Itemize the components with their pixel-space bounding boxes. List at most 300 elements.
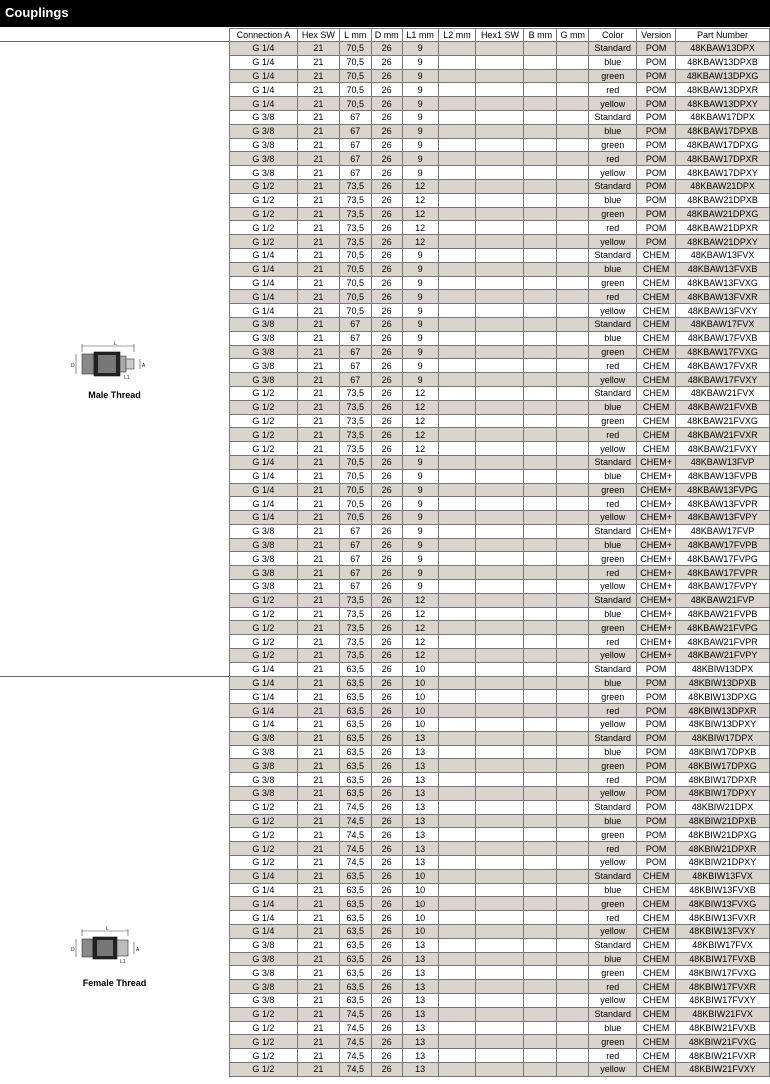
connection-a-cell: G 1/4 xyxy=(230,676,298,690)
g-mm-cell xyxy=(557,869,589,883)
color-cell: red xyxy=(589,566,637,580)
hex-sw-cell: 21 xyxy=(297,552,339,566)
g-mm-cell xyxy=(557,718,589,732)
l1-mm-cell: 12 xyxy=(402,635,438,649)
hex-sw-cell: 21 xyxy=(297,235,339,249)
connection-a-cell: G 1/2 xyxy=(230,1007,298,1021)
part-number-cell: 48KBIW21DPXG xyxy=(676,828,770,842)
connection-a-cell: G 3/8 xyxy=(230,952,298,966)
hex-sw-cell: 21 xyxy=(297,207,339,221)
version-cell: POM xyxy=(637,718,676,732)
connection-a-cell: G 1/4 xyxy=(230,718,298,732)
b-mm-cell xyxy=(524,166,557,180)
table-row xyxy=(230,152,770,166)
page-header xyxy=(0,0,770,27)
table-row xyxy=(230,649,770,663)
color-cell: yellow xyxy=(589,97,637,111)
version-cell: CHEM+ xyxy=(637,469,676,483)
hex1-sw-cell xyxy=(476,511,524,525)
connection-a-cell: G 1/4 xyxy=(230,290,298,304)
l-mm-cell: 70,5 xyxy=(339,455,371,469)
l-mm-cell: 70,5 xyxy=(339,97,371,111)
d-mm-cell: 26 xyxy=(371,193,402,207)
version-cell: POM xyxy=(637,207,676,221)
hex-sw-cell: 21 xyxy=(297,731,339,745)
hex1-sw-cell xyxy=(476,290,524,304)
d-mm-cell: 26 xyxy=(371,925,402,939)
l2-mm-cell xyxy=(438,952,476,966)
b-mm-cell xyxy=(524,1035,557,1049)
d-mm-cell: 26 xyxy=(371,97,402,111)
g-mm-cell xyxy=(557,925,589,939)
part-number-cell: 48KBIW21FVXR xyxy=(676,1049,770,1063)
connection-a-cell: G 3/8 xyxy=(230,938,298,952)
b-mm-cell xyxy=(524,538,557,552)
g-mm-cell xyxy=(557,83,589,97)
table-row xyxy=(230,842,770,856)
g-mm-cell xyxy=(557,897,589,911)
hex-sw-cell: 21 xyxy=(297,828,339,842)
table-row xyxy=(230,193,770,207)
hex-sw-cell: 21 xyxy=(297,911,339,925)
d-mm-cell: 26 xyxy=(371,497,402,511)
g-mm-cell xyxy=(557,69,589,83)
hex-sw-cell: 21 xyxy=(297,1021,339,1035)
d-mm-cell: 26 xyxy=(371,373,402,387)
svg-text:L: L xyxy=(106,926,109,932)
b-mm-cell xyxy=(524,828,557,842)
b-mm-cell xyxy=(524,414,557,428)
l2-mm-cell xyxy=(438,317,476,331)
l-mm-cell: 67 xyxy=(339,552,371,566)
hex-sw-cell: 21 xyxy=(297,993,339,1007)
table-row xyxy=(230,110,770,124)
l1-mm-cell: 10 xyxy=(402,883,438,897)
hex-sw-cell: 21 xyxy=(297,607,339,621)
connection-a-cell: G 1/2 xyxy=(230,842,298,856)
hex1-sw-cell xyxy=(476,138,524,152)
d-mm-cell: 26 xyxy=(371,745,402,759)
b-mm-cell xyxy=(524,1007,557,1021)
color-cell: blue xyxy=(589,814,637,828)
part-number-cell: 48KBIW21DPXY xyxy=(676,856,770,870)
hex-sw-cell: 21 xyxy=(297,400,339,414)
l-mm-cell: 73,5 xyxy=(339,179,371,193)
connection-a-cell: G 1/4 xyxy=(230,276,298,290)
version-cell: POM xyxy=(637,69,676,83)
connection-a-cell: G 1/2 xyxy=(230,1021,298,1035)
l-mm-cell: 73,5 xyxy=(339,400,371,414)
d-mm-cell: 26 xyxy=(371,42,402,56)
connection-a-cell: G 1/2 xyxy=(230,179,298,193)
page-title: Couplings xyxy=(5,5,69,20)
g-mm-cell xyxy=(557,993,589,1007)
color-cell: yellow xyxy=(589,511,637,525)
part-number-cell: 48KBAW21FVPB xyxy=(676,607,770,621)
hex1-sw-cell xyxy=(476,856,524,870)
connection-a-cell: G 3/8 xyxy=(230,731,298,745)
hex-sw-cell: 21 xyxy=(297,621,339,635)
b-mm-cell xyxy=(524,428,557,442)
color-cell: Standard xyxy=(589,42,637,56)
couplings-table xyxy=(229,28,770,1077)
l-mm-cell: 63,5 xyxy=(339,980,371,994)
d-mm-cell: 26 xyxy=(371,83,402,97)
b-mm-cell xyxy=(524,152,557,166)
hex1-sw-cell xyxy=(476,883,524,897)
color-cell: red xyxy=(589,152,637,166)
b-mm-cell xyxy=(524,455,557,469)
l-mm-cell: 63,5 xyxy=(339,993,371,1007)
l2-mm-cell xyxy=(438,993,476,1007)
version-cell: CHEM xyxy=(637,952,676,966)
l2-mm-cell xyxy=(438,276,476,290)
table-row xyxy=(230,566,770,580)
table-row xyxy=(230,138,770,152)
part-number-cell: 48KBIW13FVX xyxy=(676,869,770,883)
color-cell: green xyxy=(589,414,637,428)
table-header-row xyxy=(230,29,770,42)
l1-mm-cell: 12 xyxy=(402,221,438,235)
color-cell: blue xyxy=(589,1021,637,1035)
table-row xyxy=(230,524,770,538)
color-cell: blue xyxy=(589,952,637,966)
g-mm-cell xyxy=(557,97,589,111)
connection-a-cell: G 1/2 xyxy=(230,828,298,842)
l-mm-cell: 74,5 xyxy=(339,1035,371,1049)
table-row xyxy=(230,552,770,566)
l1-mm-cell: 9 xyxy=(402,152,438,166)
hex1-sw-cell xyxy=(476,538,524,552)
b-mm-cell xyxy=(524,718,557,732)
part-number-cell: 48KBIW17DPXG xyxy=(676,759,770,773)
d-mm-cell: 26 xyxy=(371,731,402,745)
version-cell: CHEM xyxy=(637,428,676,442)
part-number-cell: 48KBAW17FVXG xyxy=(676,345,770,359)
connection-a-cell: G 3/8 xyxy=(230,138,298,152)
l2-mm-cell xyxy=(438,1049,476,1063)
l2-mm-cell xyxy=(438,373,476,387)
l-mm-cell: 67 xyxy=(339,124,371,138)
hex1-sw-cell xyxy=(476,235,524,249)
l1-mm-cell: 9 xyxy=(402,276,438,290)
d-mm-cell: 26 xyxy=(371,662,402,676)
hex1-sw-cell xyxy=(476,745,524,759)
hex1-sw-cell xyxy=(476,248,524,262)
hex1-sw-cell xyxy=(476,428,524,442)
part-number-cell: 48KBAW17FVPB xyxy=(676,538,770,552)
part-number-cell: 48KBAW13DPXB xyxy=(676,55,770,69)
connection-a-cell: G 3/8 xyxy=(230,566,298,580)
hex1-sw-cell xyxy=(476,110,524,124)
version-cell: CHEM+ xyxy=(637,580,676,594)
version-cell: POM xyxy=(637,856,676,870)
table-row xyxy=(230,1021,770,1035)
g-mm-cell xyxy=(557,290,589,304)
table-row xyxy=(230,248,770,262)
hex-sw-cell: 21 xyxy=(297,386,339,400)
hex-sw-cell: 21 xyxy=(297,580,339,594)
b-mm-cell xyxy=(524,593,557,607)
female-thread-coupling-drawing xyxy=(70,926,150,964)
b-mm-cell xyxy=(524,373,557,387)
connection-a-cell: G 3/8 xyxy=(230,580,298,594)
l-mm-cell: 70,5 xyxy=(339,497,371,511)
version-cell: CHEM+ xyxy=(637,621,676,635)
connection-a-cell: G 1/2 xyxy=(230,442,298,456)
color-cell: Standard xyxy=(589,179,637,193)
l2-mm-cell xyxy=(438,1007,476,1021)
table-row xyxy=(230,635,770,649)
g-mm-cell xyxy=(557,676,589,690)
version-cell: CHEM xyxy=(637,262,676,276)
hex-sw-cell: 21 xyxy=(297,649,339,663)
b-mm-cell xyxy=(524,483,557,497)
color-cell: green xyxy=(589,690,637,704)
connection-a-cell: G 1/4 xyxy=(230,662,298,676)
connection-a-cell: G 3/8 xyxy=(230,124,298,138)
b-mm-cell xyxy=(524,42,557,56)
d-mm-cell: 26 xyxy=(371,290,402,304)
color-cell: green xyxy=(589,966,637,980)
version-cell: CHEM xyxy=(637,911,676,925)
d-mm-cell: 26 xyxy=(371,800,402,814)
table-row xyxy=(230,883,770,897)
l1-mm-cell: 12 xyxy=(402,621,438,635)
l2-mm-cell xyxy=(438,718,476,732)
part-number-cell: 48KBIW13DPXR xyxy=(676,704,770,718)
d-mm-cell: 26 xyxy=(371,952,402,966)
l2-mm-cell xyxy=(438,1021,476,1035)
table-row xyxy=(230,538,770,552)
connection-a-cell: G 1/2 xyxy=(230,649,298,663)
hex-sw-cell: 21 xyxy=(297,97,339,111)
g-mm-cell xyxy=(557,980,589,994)
part-number-cell: 48KBAW13FVXY xyxy=(676,304,770,318)
column-header: L mm xyxy=(339,29,371,42)
l2-mm-cell xyxy=(438,235,476,249)
male-thread-coupling-drawing xyxy=(68,340,158,380)
g-mm-cell xyxy=(557,1049,589,1063)
b-mm-cell xyxy=(524,359,557,373)
connection-a-cell: G 3/8 xyxy=(230,345,298,359)
b-mm-cell xyxy=(524,55,557,69)
l-mm-cell: 70,5 xyxy=(339,42,371,56)
color-cell: Standard xyxy=(589,110,637,124)
table-row xyxy=(230,1007,770,1021)
d-mm-cell: 26 xyxy=(371,304,402,318)
hex1-sw-cell xyxy=(476,497,524,511)
part-number-cell: 48KBAW17DPXG xyxy=(676,138,770,152)
hex1-sw-cell xyxy=(476,359,524,373)
hex-sw-cell: 21 xyxy=(297,276,339,290)
b-mm-cell xyxy=(524,731,557,745)
b-mm-cell xyxy=(524,138,557,152)
d-mm-cell: 26 xyxy=(371,621,402,635)
connection-a-cell: G 1/2 xyxy=(230,235,298,249)
female-thread-label: Female Thread xyxy=(82,978,147,988)
hex1-sw-cell xyxy=(476,690,524,704)
l1-mm-cell: 12 xyxy=(402,607,438,621)
l1-mm-cell: 9 xyxy=(402,42,438,56)
l-mm-cell: 63,5 xyxy=(339,925,371,939)
b-mm-cell xyxy=(524,83,557,97)
color-cell: red xyxy=(589,911,637,925)
b-mm-cell xyxy=(524,676,557,690)
b-mm-cell xyxy=(524,690,557,704)
hex1-sw-cell xyxy=(476,869,524,883)
l-mm-cell: 70,5 xyxy=(339,483,371,497)
table-row xyxy=(230,497,770,511)
d-mm-cell: 26 xyxy=(371,911,402,925)
l-mm-cell: 73,5 xyxy=(339,649,371,663)
hex-sw-cell: 21 xyxy=(297,69,339,83)
connection-a-cell: G 1/4 xyxy=(230,55,298,69)
svg-text:D: D xyxy=(71,947,75,953)
color-cell: green xyxy=(589,483,637,497)
hex1-sw-cell xyxy=(476,55,524,69)
color-cell: yellow xyxy=(589,373,637,387)
part-number-cell: 48KBAW17DPXY xyxy=(676,166,770,180)
hex1-sw-cell xyxy=(476,400,524,414)
table-row xyxy=(230,759,770,773)
g-mm-cell xyxy=(557,317,589,331)
b-mm-cell xyxy=(524,524,557,538)
column-header: Color xyxy=(589,29,637,42)
connection-a-cell: G 3/8 xyxy=(230,110,298,124)
d-mm-cell: 26 xyxy=(371,1035,402,1049)
color-cell: yellow xyxy=(589,925,637,939)
b-mm-cell xyxy=(524,331,557,345)
column-header: G mm xyxy=(557,29,589,42)
hex-sw-cell: 21 xyxy=(297,1062,339,1076)
table-row xyxy=(230,400,770,414)
table-row xyxy=(230,828,770,842)
b-mm-cell xyxy=(524,952,557,966)
d-mm-cell: 26 xyxy=(371,317,402,331)
l-mm-cell: 63,5 xyxy=(339,745,371,759)
hex-sw-cell: 21 xyxy=(297,511,339,525)
part-number-cell: 48KBAW21DPXY xyxy=(676,235,770,249)
table-row xyxy=(230,690,770,704)
color-cell: red xyxy=(589,773,637,787)
color-cell: green xyxy=(589,345,637,359)
hex1-sw-cell xyxy=(476,773,524,787)
hex-sw-cell: 21 xyxy=(297,787,339,801)
d-mm-cell: 26 xyxy=(371,248,402,262)
hex1-sw-cell xyxy=(476,1049,524,1063)
l2-mm-cell xyxy=(438,442,476,456)
l2-mm-cell xyxy=(438,1062,476,1076)
color-cell: green xyxy=(589,276,637,290)
hex-sw-cell: 21 xyxy=(297,221,339,235)
l2-mm-cell xyxy=(438,690,476,704)
l2-mm-cell xyxy=(438,83,476,97)
part-number-cell: 48KBAW21FVXR xyxy=(676,428,770,442)
connection-a-cell: G 3/8 xyxy=(230,759,298,773)
d-mm-cell: 26 xyxy=(371,276,402,290)
l2-mm-cell xyxy=(438,621,476,635)
l2-mm-cell xyxy=(438,897,476,911)
g-mm-cell xyxy=(557,552,589,566)
version-cell: CHEM xyxy=(637,304,676,318)
hex1-sw-cell xyxy=(476,718,524,732)
d-mm-cell: 26 xyxy=(371,690,402,704)
hex1-sw-cell xyxy=(476,552,524,566)
color-cell: yellow xyxy=(589,787,637,801)
d-mm-cell: 26 xyxy=(371,842,402,856)
connection-a-cell: G 3/8 xyxy=(230,317,298,331)
g-mm-cell xyxy=(557,966,589,980)
part-number-cell: 48KBAW21FVP xyxy=(676,593,770,607)
d-mm-cell: 26 xyxy=(371,152,402,166)
b-mm-cell xyxy=(524,345,557,359)
hex-sw-cell: 21 xyxy=(297,773,339,787)
l1-mm-cell: 13 xyxy=(402,952,438,966)
l2-mm-cell xyxy=(438,469,476,483)
version-cell: CHEM xyxy=(637,897,676,911)
column-header: Connection A xyxy=(230,29,298,42)
hex-sw-cell: 21 xyxy=(297,428,339,442)
l1-mm-cell: 9 xyxy=(402,317,438,331)
l2-mm-cell xyxy=(438,262,476,276)
version-cell: POM xyxy=(637,124,676,138)
version-cell: CHEM+ xyxy=(637,566,676,580)
hex-sw-cell: 21 xyxy=(297,193,339,207)
l2-mm-cell xyxy=(438,925,476,939)
version-cell: CHEM+ xyxy=(637,552,676,566)
l2-mm-cell xyxy=(438,345,476,359)
d-mm-cell: 26 xyxy=(371,566,402,580)
l2-mm-cell xyxy=(438,787,476,801)
table-row xyxy=(230,290,770,304)
part-number-cell: 48KBAW13FVXG xyxy=(676,276,770,290)
d-mm-cell: 26 xyxy=(371,1062,402,1076)
l-mm-cell: 74,5 xyxy=(339,1021,371,1035)
column-header: L2 mm xyxy=(438,29,476,42)
l-mm-cell: 63,5 xyxy=(339,883,371,897)
l2-mm-cell xyxy=(438,331,476,345)
d-mm-cell: 26 xyxy=(371,1049,402,1063)
l-mm-cell: 73,5 xyxy=(339,621,371,635)
d-mm-cell: 26 xyxy=(371,124,402,138)
d-mm-cell: 26 xyxy=(371,414,402,428)
l-mm-cell: 67 xyxy=(339,138,371,152)
hex1-sw-cell xyxy=(476,593,524,607)
version-cell: CHEM+ xyxy=(637,607,676,621)
table-row xyxy=(230,800,770,814)
d-mm-cell: 26 xyxy=(371,235,402,249)
l1-mm-cell: 13 xyxy=(402,938,438,952)
d-mm-cell: 26 xyxy=(371,580,402,594)
group-divider xyxy=(0,676,229,677)
l-mm-cell: 73,5 xyxy=(339,593,371,607)
table-row xyxy=(230,442,770,456)
hex1-sw-cell xyxy=(476,938,524,952)
color-cell: Standard xyxy=(589,869,637,883)
l-mm-cell: 67 xyxy=(339,566,371,580)
g-mm-cell xyxy=(557,262,589,276)
part-number-cell: 48KBAW13DPXG xyxy=(676,69,770,83)
hex1-sw-cell xyxy=(476,317,524,331)
version-cell: CHEM xyxy=(637,925,676,939)
hex1-sw-cell xyxy=(476,414,524,428)
part-number-cell: 48KBIW21DPXB xyxy=(676,814,770,828)
table-row xyxy=(230,97,770,111)
color-cell: red xyxy=(589,704,637,718)
l-mm-cell: 63,5 xyxy=(339,676,371,690)
hex1-sw-cell xyxy=(476,649,524,663)
